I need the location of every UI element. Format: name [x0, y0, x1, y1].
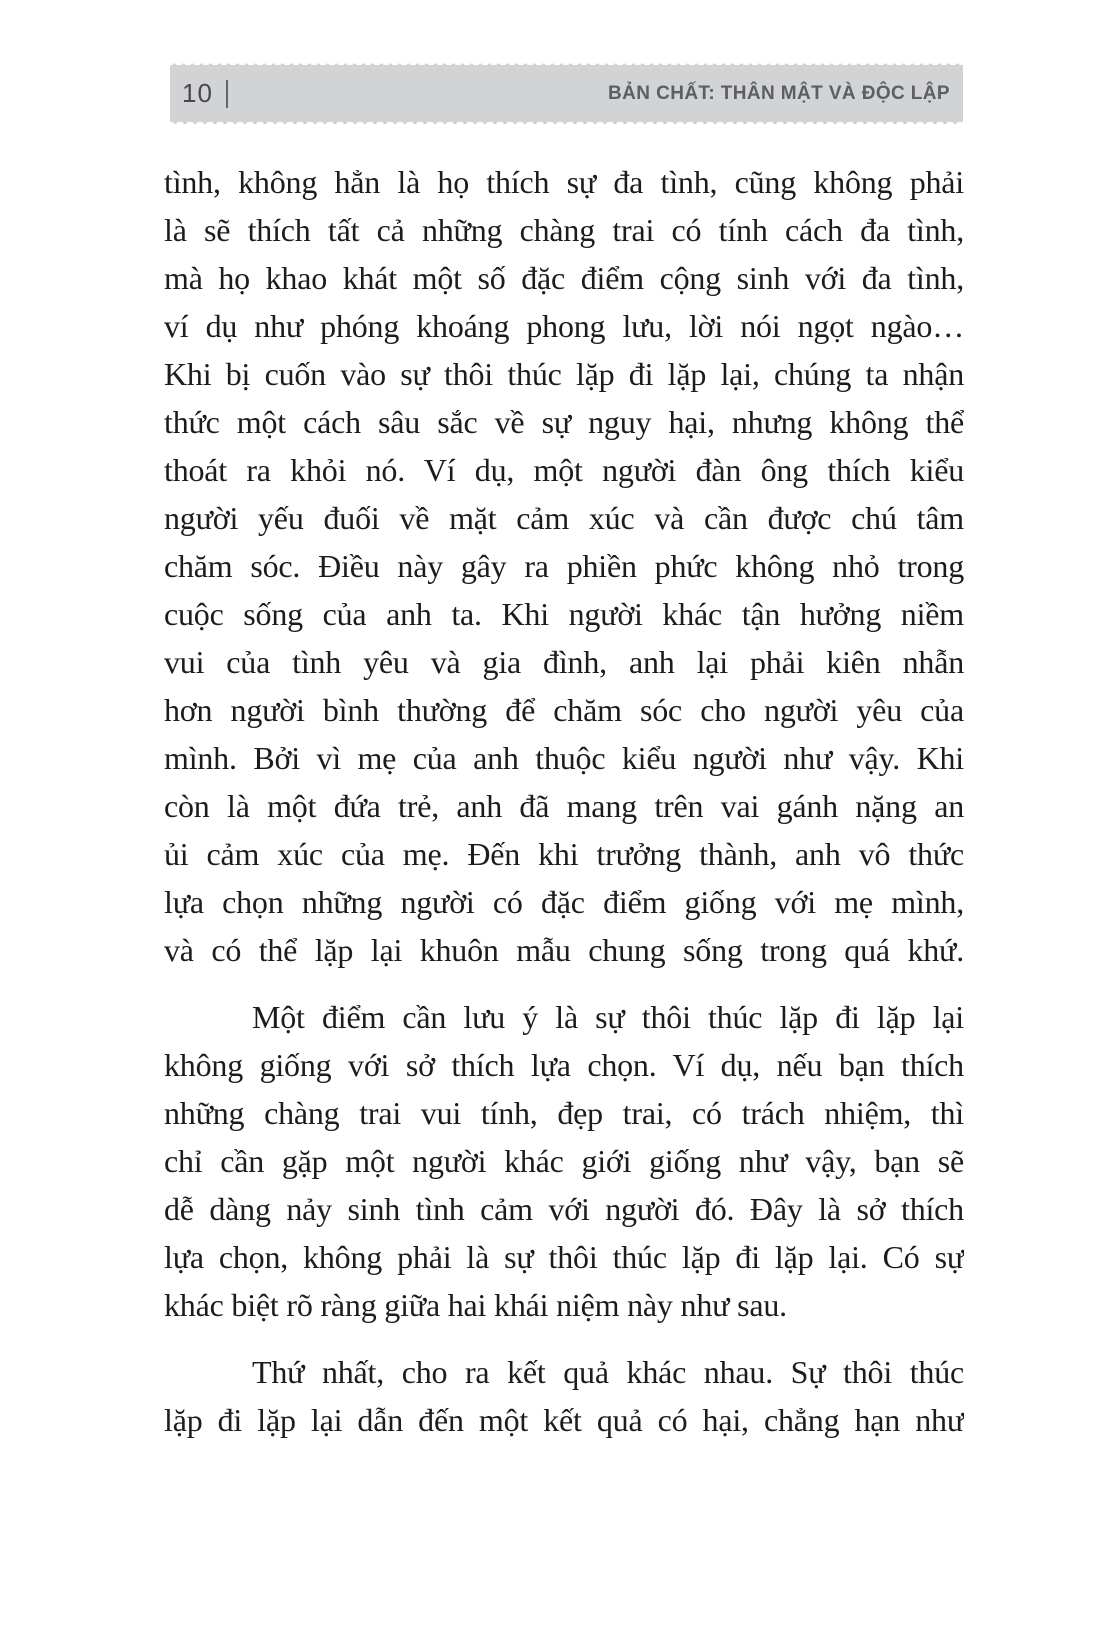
text-line: ví dụ như phóng khoáng phong lưu, lời nói ngọt ngào…: [164, 308, 964, 344]
text-line: mình. Bởi vì mẹ của anh thuộc kiểu người như vậy. Khi: [164, 740, 964, 776]
running-title: BẢN CHẤT: THÂN MẬT VÀ ĐỘC LẬP: [608, 82, 950, 104]
text-line: Thứ nhất, cho ra kết quả khác nhau. Sự thôi thúc: [252, 1354, 964, 1390]
text-line: và có thể lặp lại khuôn mẫu chung sống trong quá khứ.: [164, 932, 964, 968]
text-line: mà họ khao khát một số đặc điểm cộng sinh với đa tình,: [164, 260, 964, 296]
text-line: còn là một đứa trẻ, anh đã mang trên vai gánh nặng an: [164, 788, 964, 824]
page-number-separator: [226, 80, 228, 108]
text-line: không giống với sở thích lựa chọn. Ví dụ, nếu bạn thích: [164, 1047, 964, 1083]
paragraph: [164, 158, 964, 974]
page-number: 10: [182, 78, 213, 108]
body-text: [164, 158, 964, 1444]
text-line: hơn người bình thường để chăm sóc cho người yêu của: [164, 692, 964, 728]
paragraph: [164, 993, 964, 1329]
text-line: khác biệt rõ ràng giữa hai khái niệm này như sau.: [164, 1287, 787, 1323]
text-line: những chàng trai vui tính, đẹp trai, có trách nhiệm, thì: [164, 1095, 964, 1131]
header-left-group: [182, 78, 228, 109]
text-line: lựa chọn, không phải là sự thôi thúc lặp đi lặp lại. Có sự: [164, 1239, 964, 1275]
text-line: thức một cách sâu sắc về sự nguy hại, nhưng không thể: [164, 404, 964, 440]
text-line: ủi cảm xúc của mẹ. Đến khi trưởng thành, anh vô thức: [164, 836, 964, 872]
header-bar-bottom-edge: [170, 121, 963, 127]
text-line: vui của tình yêu và gia đình, anh lại phải kiên nhẫn: [164, 644, 964, 680]
text-line: lựa chọn những người có đặc điểm giống với mẹ mình,: [164, 884, 964, 920]
text-line: chăm sóc. Điều này gây ra phiền phức không nhỏ trong: [164, 548, 964, 584]
text-line: Một điểm cần lưu ý là sự thôi thúc lặp đi lặp lại: [252, 999, 964, 1035]
text-line: thoát ra khỏi nó. Ví dụ, một người đàn ông thích kiểu: [164, 452, 964, 488]
text-line: chỉ cần gặp một người khác giới giống như vậy, bạn sẽ: [164, 1143, 964, 1179]
header-bar-top-edge: [170, 61, 963, 66]
text-line: Khi bị cuốn vào sự thôi thúc lặp đi lặp lại, chúng ta nhận: [164, 356, 964, 392]
text-line: người yếu đuối về mặt cảm xúc và cần được chú tâm: [164, 500, 964, 536]
text-line: tình, không hẳn là họ thích sự đa tình, cũng không phải: [164, 164, 964, 200]
running-header-bar: [170, 65, 963, 122]
text-line: là sẽ thích tất cả những chàng trai có tính cách đa tình,: [164, 212, 964, 248]
text-line: lặp đi lặp lại dẫn đến một kết quả có hại, chẳng hạn như: [164, 1402, 964, 1438]
paragraph: [164, 1348, 964, 1444]
text-line: cuộc sống của anh ta. Khi người khác tận hưởng niềm: [164, 596, 964, 632]
text-line: dễ dàng nảy sinh tình cảm với người đó. Đây là sở thích: [164, 1191, 964, 1227]
